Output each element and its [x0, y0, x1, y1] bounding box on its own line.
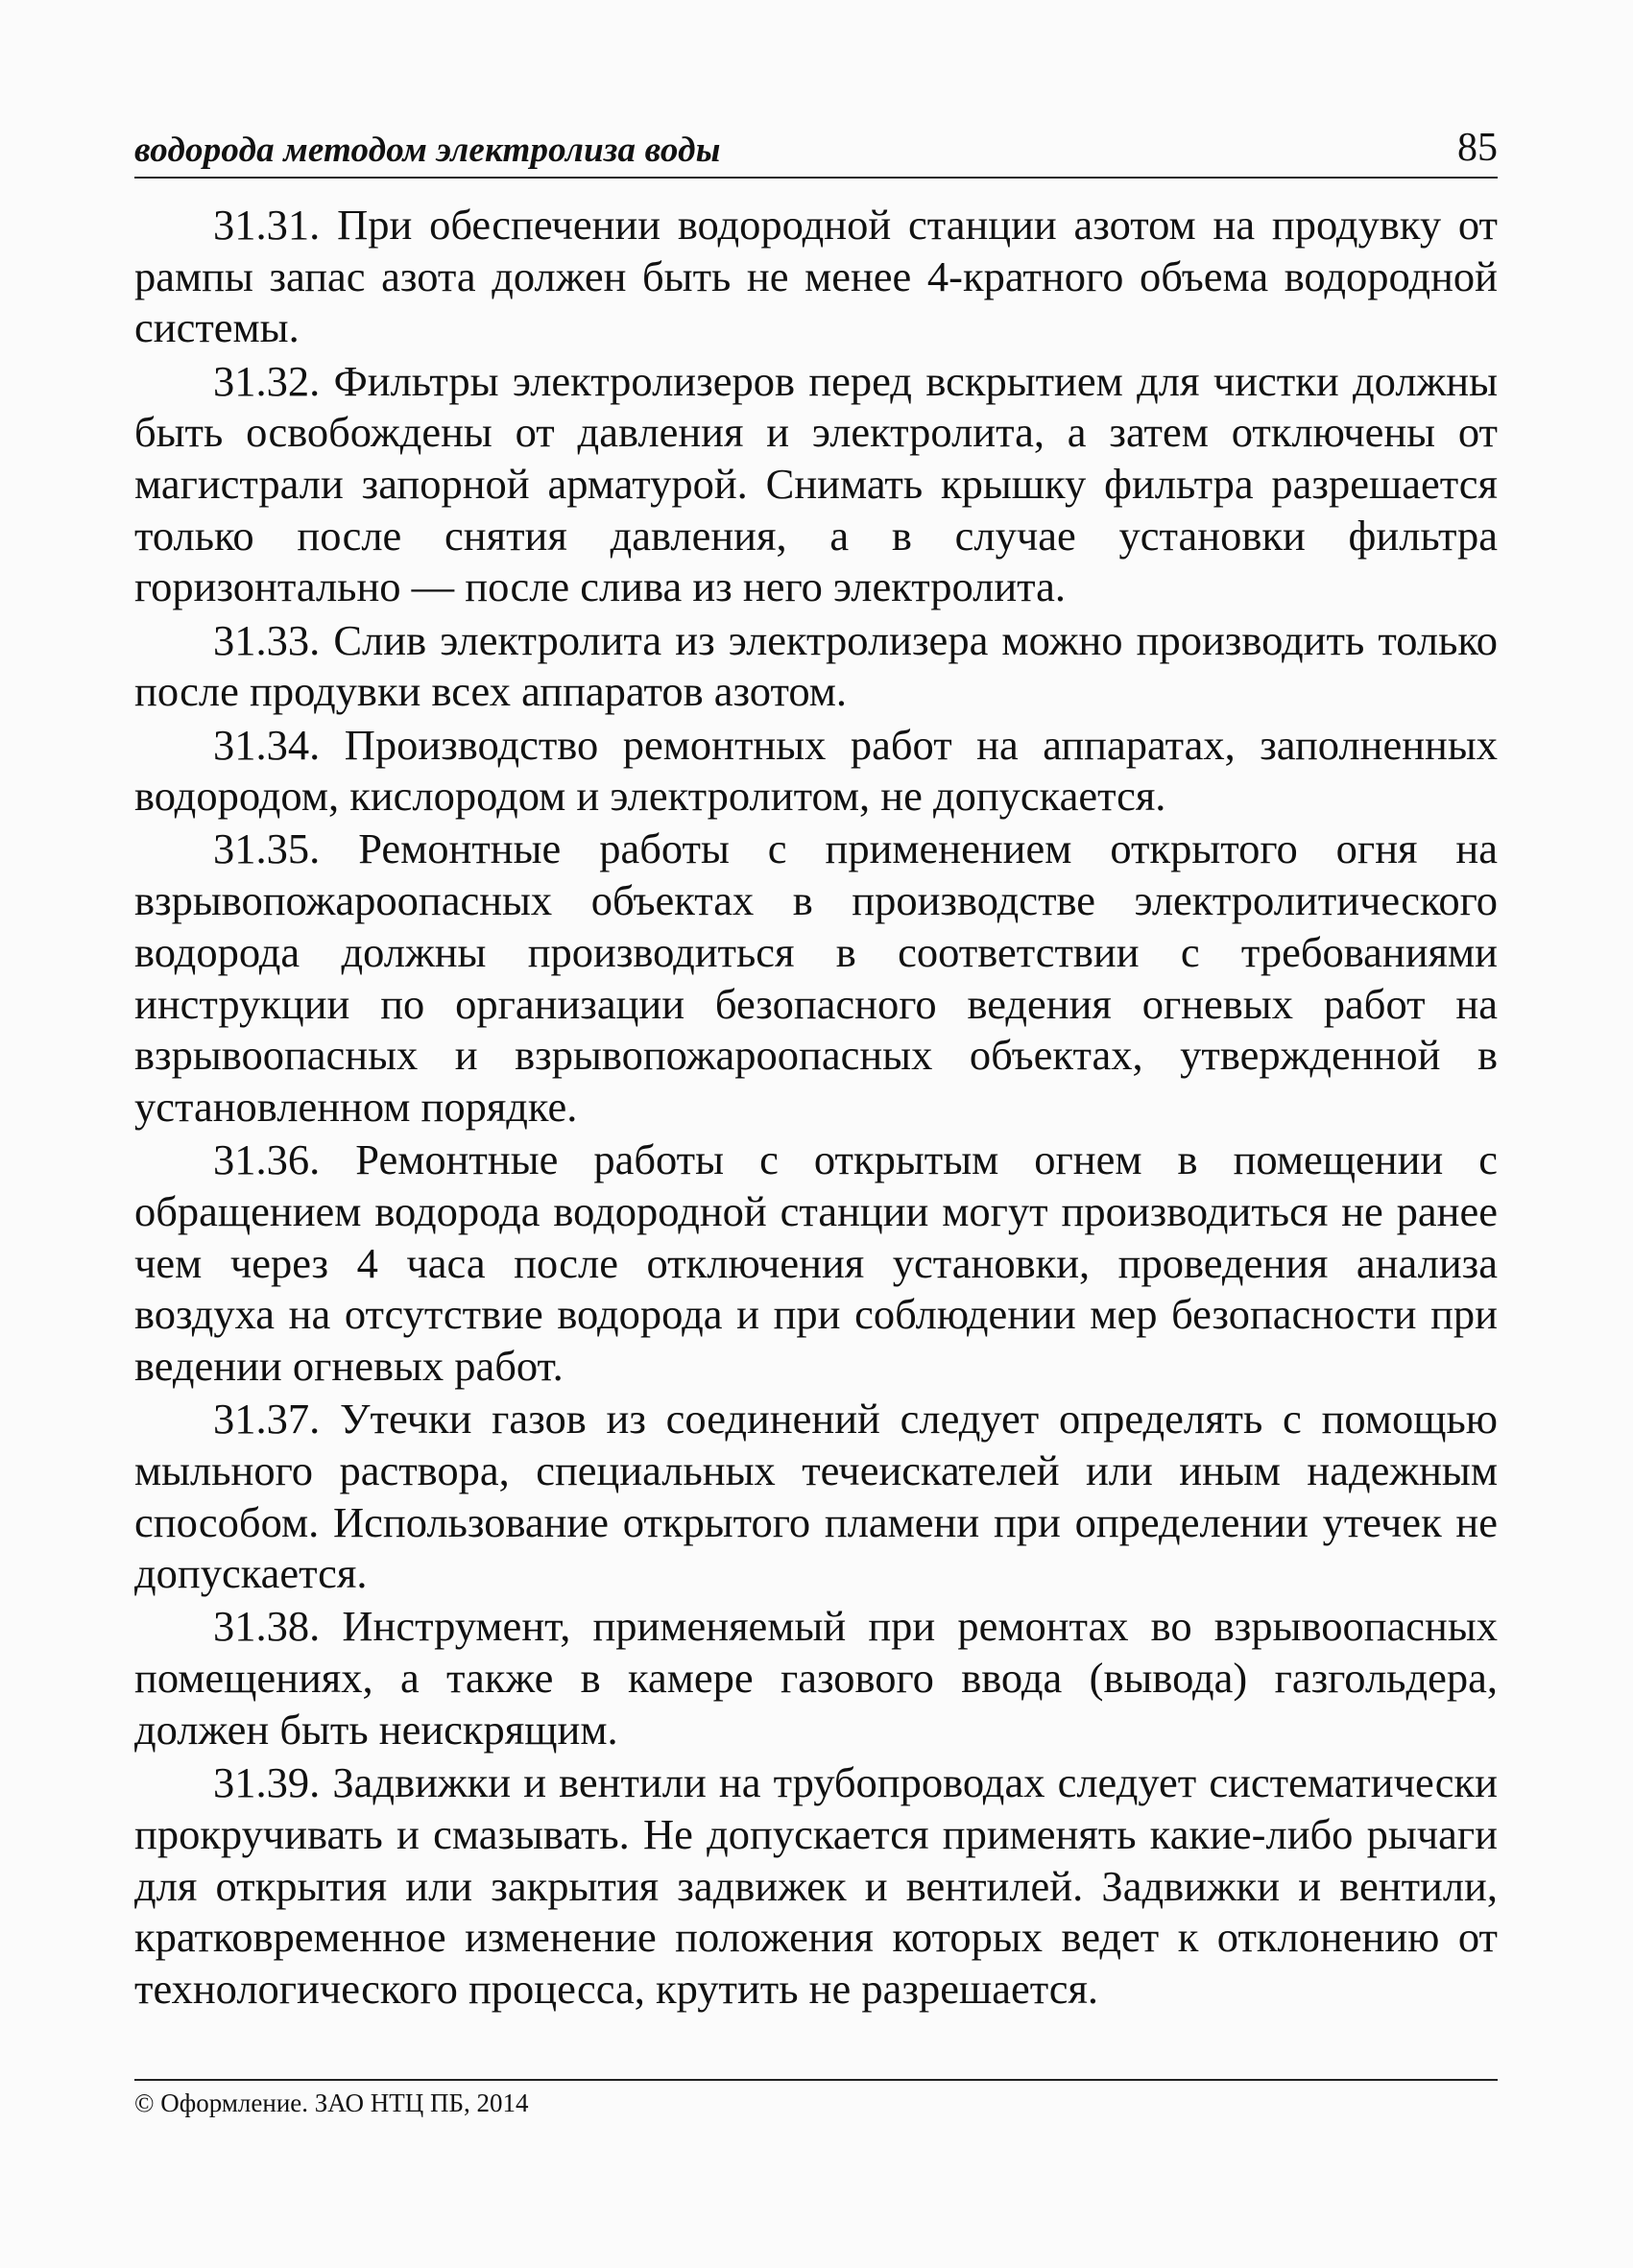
paragraph-31-37: 31.37. Утечки газов из соединений следует определять с помощью мыльного раствора, специальных течеискателей или иным надежным способом. Использование открытого пламени при определении утечек не допускается.: [134, 1395, 1498, 1598]
paragraph-31-35: 31.35. Ремонтные работы с применением открытого огня на взрывопожароопасных объектах в производстве электролитического водорода должны производиться в соответствии с требованиями инструкции по организации безопасного ведения огневых работ на взрывоопасных и взрывопожароопасных объектах, утвержденной в установленном порядке.: [134, 824, 1498, 1131]
paragraph-31-34: 31.34. Производство ремонтных работ на аппаратах, заполненных водородом, кислородом и электролитом, не допускается.: [134, 720, 1498, 821]
running-header-title: водорода методом электролиза воды: [134, 131, 721, 170]
running-header: [134, 121, 1498, 179]
footer-copyright: © Оформление. ЗАО НТЦ ПБ, 2014: [134, 2089, 529, 2117]
paragraph-31-33: 31.33. Слив электролита из электролизера можно производить только после продувки всех аппаратов азотом.: [134, 615, 1498, 716]
page-number: 85: [1457, 126, 1498, 170]
paragraph-31-39: 31.39. Задвижки и вентили на трубопроводах следует систематически прокручивать и смазывать. Не допускается применять какие-либо рычаги для открытия или закрытия задвижек и вентилей. Задвижки и вентили, кратковременное изменение положения которых ведет к отклонению от технологического процесса, крутить не разрешается.: [134, 1758, 1498, 2013]
body-text: [134, 200, 1498, 2017]
paragraph-31-32: 31.32. Фильтры электролизеров перед вскрытием для чистки должны быть освобождены от давления и электролита, а затем отключены от магистрали запорной арматурой. Снимать крышку фильтра разрешается только после снятия давления, а в случае установки фильтра горизонтально — после слива из него электролита.: [134, 356, 1498, 611]
paragraph-31-36: 31.36. Ремонтные работы с открытым огнем в помещении с обращением водорода водородной станции могут производиться не ранее чем через 4 часа после отключения установки, проведения анализа воздуха на отсутствие водорода и при соблюдении мер безопасности при ведении огневых работ.: [134, 1135, 1498, 1390]
page-footer: [134, 2079, 1498, 2118]
paragraph-31-31: 31.31. При обеспечении водородной станции азотом на продувку от рампы запас азота должен быть не менее 4-кратного объема водородной системы.: [134, 201, 1498, 352]
paragraph-31-38: 31.38. Инструмент, применяемый при ремонтах во взрывоопасных помещениях, а также в камере газового ввода (вывода) газгольдера, должен быть неискрящим.: [134, 1602, 1498, 1754]
